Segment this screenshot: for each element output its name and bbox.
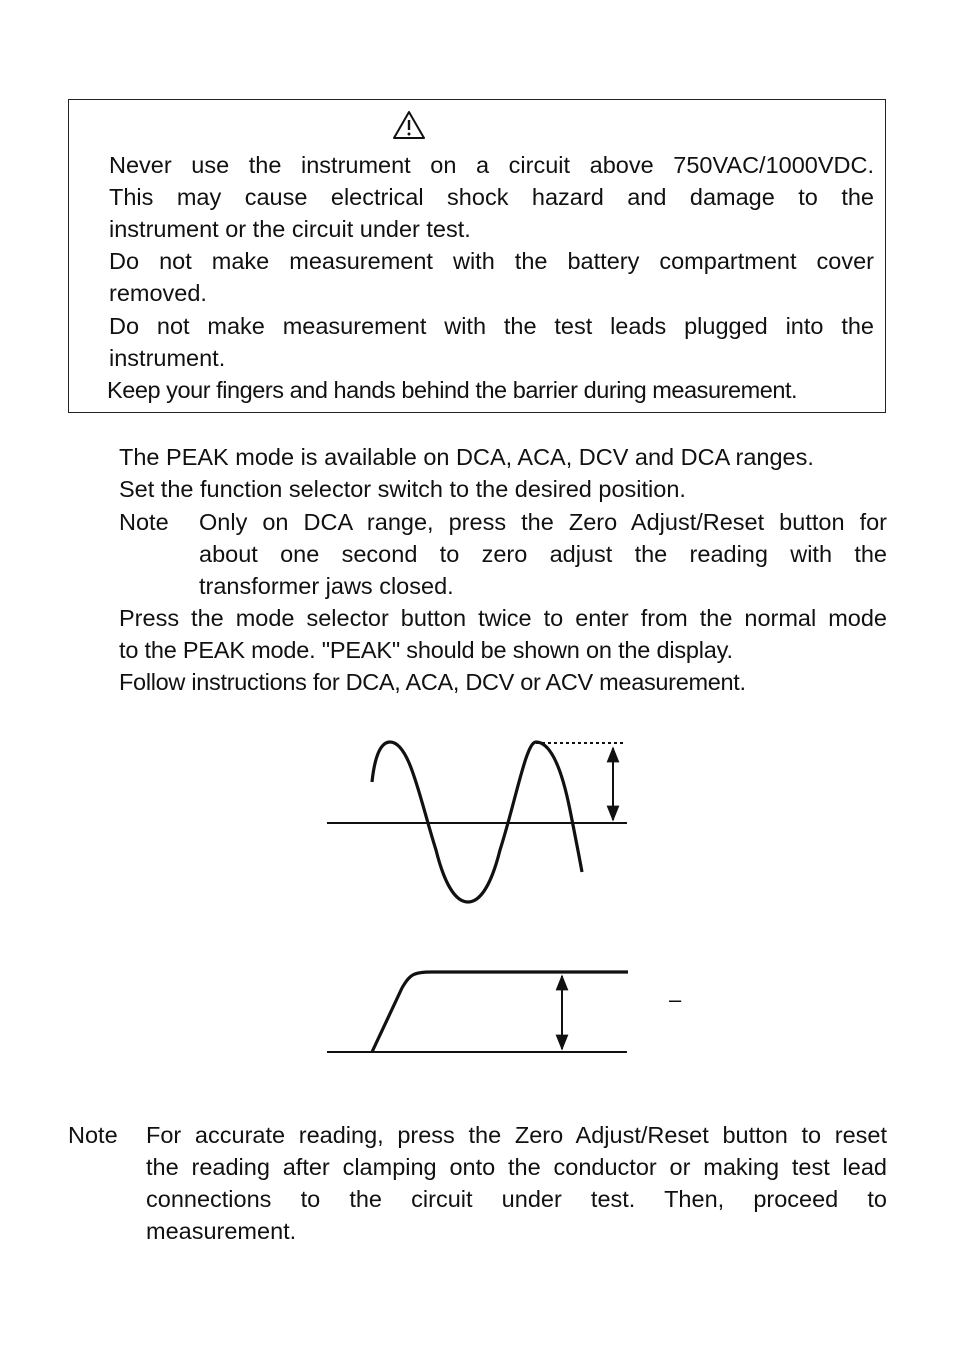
warning-line-3: instrument or the circuit under test. bbox=[109, 216, 471, 242]
dc-waveform bbox=[327, 972, 628, 1052]
dash-label: – bbox=[669, 987, 682, 1012]
note-1-label: Note bbox=[119, 509, 169, 535]
step-1-text: The PEAK mode is available on DCA, ACA, DCV and DCA ranges. bbox=[119, 444, 814, 470]
footer-note-label: Note bbox=[68, 1122, 118, 1148]
step-3-line-2: to the PEAK mode. "PEAK" should be shown on the display. bbox=[119, 637, 733, 663]
dc-step bbox=[372, 972, 628, 1052]
warning-line-5: removed. bbox=[109, 280, 207, 306]
warning-triangle-icon bbox=[392, 110, 426, 140]
step-2-text: Set the function selector switch to the desired position. bbox=[119, 476, 686, 502]
step-4-text: Follow instructions for DCA, ACA, DCV or ACV measurement. bbox=[119, 669, 746, 695]
warning-line-8: Keep your fingers and hands behind the barrier during measurement. bbox=[107, 377, 798, 403]
note-1-line-3: transformer jaws closed. bbox=[199, 573, 454, 599]
footer-note-line-4: measurement. bbox=[146, 1218, 297, 1244]
note-1-line-1: Only on DCA range, press the Zero Adjust/Reset button for bbox=[199, 509, 887, 535]
peak-diagram bbox=[320, 730, 700, 1070]
warning-line-1: Never use the instrument on a circuit above 750VAC/1000VDC. bbox=[109, 152, 874, 178]
footer-note-line-3: connections to the circuit under test. Then, proceed to bbox=[146, 1186, 887, 1212]
warning-line-6: Do not make measurement with the test leads plugged into the bbox=[109, 313, 874, 339]
warning-line-4: Do not make measurement with the battery compartment cover bbox=[109, 248, 874, 274]
footer-note-line-1: For accurate reading, press the Zero Adjust/Reset button to reset bbox=[146, 1122, 887, 1148]
note-1-line-2: about one second to zero adjust the reading with the bbox=[199, 541, 887, 567]
footer-note-line-2: the reading after clamping onto the conductor or making test lead bbox=[146, 1154, 887, 1180]
warning-line-2: This may cause electrical shock hazard and damage to the bbox=[109, 184, 874, 210]
ac-waveform bbox=[327, 742, 627, 902]
warning-line-7: instrument. bbox=[109, 345, 226, 371]
step-3-line-1: Press the mode selector button twice to enter from the normal mode bbox=[119, 605, 887, 631]
